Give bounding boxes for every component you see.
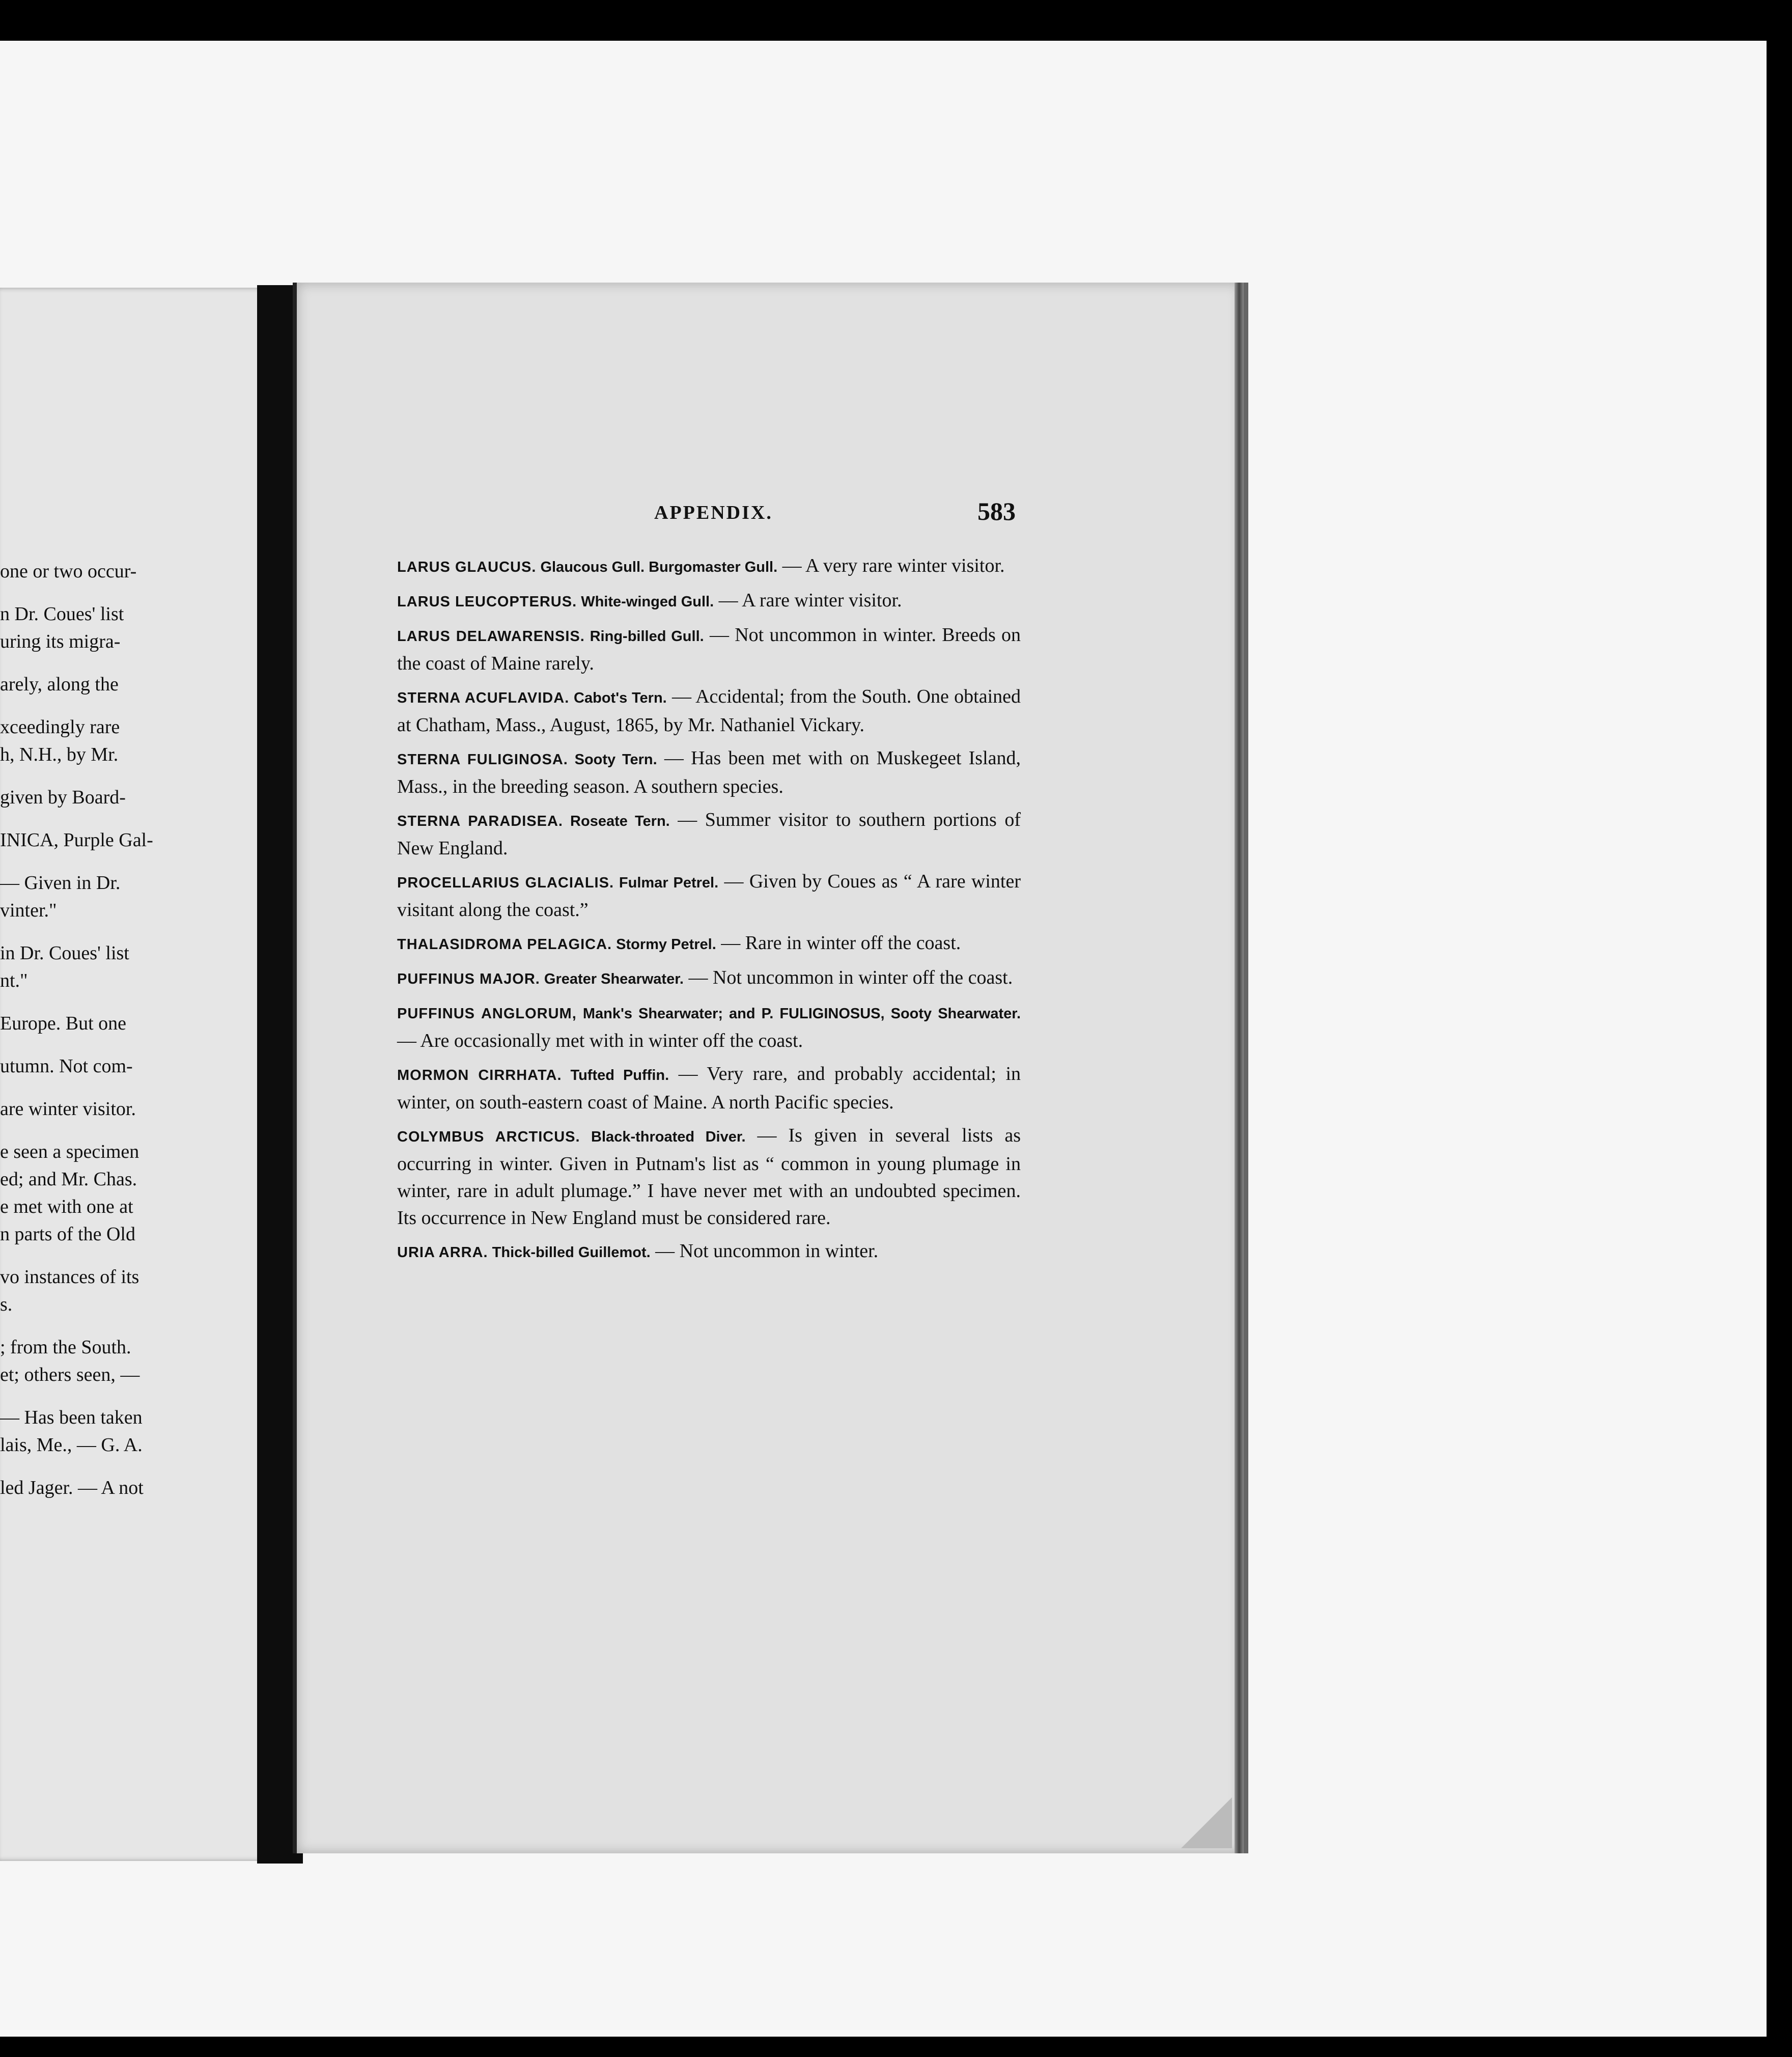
line-gap — [0, 854, 168, 869]
line-gap — [0, 698, 168, 713]
entry-text: — Are occasionally met with in winter off the coast. — [397, 1030, 803, 1051]
line-gap — [0, 1248, 168, 1263]
common-name: Black-throated Diver. — [580, 1129, 746, 1145]
left-page-line: vo instances of its — [0, 1266, 139, 1288]
entry-text: — Rare in winter off the coast. — [716, 932, 961, 954]
left-page-line: arely, along the — [0, 674, 119, 695]
left-page-line: et; others seen, — — [0, 1364, 140, 1385]
common-name: Greater Shearwater. — [540, 971, 684, 987]
entry-text: — A rare winter visitor. — [714, 590, 902, 611]
left-page-line: Europe. But one — [0, 1013, 127, 1034]
common-name: Fulmar Petrel. — [614, 875, 719, 891]
left-page-line: in Dr. Coues' list — [0, 942, 129, 964]
common-name: Stormy Petrel. — [612, 936, 716, 953]
line-gap — [0, 924, 168, 939]
common-name: White-winged Gull. — [577, 594, 714, 610]
entry-text: — Not uncommon in winter off the coast. — [683, 967, 1013, 988]
left-page-line: INICA, Purple Gal- — [0, 829, 153, 851]
left-page-line: led Jager. — A not — [0, 1477, 144, 1498]
entry-text: — Summer visitor to southern portions of New England. — [397, 809, 1021, 859]
species-name: LARUS GLAUCUS. — [397, 559, 537, 575]
entry-text: — Given by Coues as “ A rare winter visitant along the coast.” — [397, 871, 1021, 921]
line-gap — [0, 1459, 168, 1474]
common-name: Sooty Tern. — [568, 752, 657, 768]
left-page-line: ed; and Mr. Chas. — [0, 1169, 137, 1190]
common-name: Roseate Tern. — [563, 813, 670, 829]
species-entry — [397, 807, 1021, 862]
left-page-line: e met with one at — [0, 1196, 133, 1217]
left-page-line: given by Board- — [0, 787, 126, 808]
species-entry — [397, 964, 1021, 993]
line-gap — [0, 994, 168, 1010]
species-name: LARUS DELAWARENSIS. — [397, 628, 585, 645]
line-gap — [0, 1123, 168, 1138]
left-page-line: s. — [0, 1294, 13, 1315]
species-name: PUFFINUS ANGLORUM, — [397, 1006, 577, 1022]
entry-text: — Not uncommon in winter. Breeds on the coast of Maine rarely. — [397, 624, 1021, 674]
species-entry — [397, 683, 1021, 739]
bottom-border — [0, 2037, 1792, 2057]
common-name: Ring-billed Gull. — [584, 628, 704, 645]
species-name: PUFFINUS MAJOR. — [397, 971, 540, 987]
line-gap — [0, 1037, 168, 1052]
line-gap — [0, 585, 168, 600]
entry-text: — Not uncommon in winter. — [650, 1240, 879, 1262]
species-entry — [397, 1061, 1021, 1116]
species-name: STERNA ACUFLAVIDA. — [397, 690, 570, 706]
species-name: COLYMBUS ARCTICUS. — [397, 1129, 580, 1145]
common-name: Mank's Shearwater; and P. FULIGINOSUS, Sooty Shearwater. — [576, 1006, 1021, 1022]
left-page — [0, 288, 275, 1861]
species-entry — [397, 745, 1021, 800]
species-entry — [397, 999, 1021, 1054]
species-entry — [397, 1238, 1021, 1266]
common-name: Thick-billed Guillemot. — [488, 1244, 651, 1261]
common-name: Glaucous Gull. Burgomaster Gull. — [536, 559, 778, 575]
species-name: THALASIDROMA PELAGICA. — [397, 936, 612, 953]
species-entry — [397, 868, 1021, 924]
left-page-line: lais, Me., — G. A. — [0, 1434, 143, 1456]
left-page-line: uring its migra- — [0, 631, 121, 652]
left-page-line: one or two occur- — [0, 561, 137, 582]
species-entry — [397, 622, 1021, 677]
left-page-line: vinter." — [0, 900, 57, 921]
line-gap — [0, 811, 168, 826]
folded-corner — [1181, 1797, 1232, 1848]
species-name: STERNA PARADISEA. — [397, 813, 563, 829]
common-name: Tufted Puffin. — [562, 1067, 669, 1083]
left-page-text — [0, 558, 168, 1502]
left-page-line: utumn. Not com- — [0, 1055, 133, 1077]
line-gap — [0, 1080, 168, 1095]
entry-text: — Is given in several lists as occurring in winter. Given in Putnam's list as “ common in young plumage in winter, rare in adult plumage.” I have never met with an undoubted specimen. Its occurrence in New England must be considered rare. — [397, 1125, 1021, 1229]
species-list — [397, 552, 1021, 1272]
species-entry — [397, 587, 1021, 616]
species-name: URIA ARRA. — [397, 1244, 488, 1261]
left-page-line: nt." — [0, 970, 28, 991]
left-page-line: xceedingly rare — [0, 716, 120, 738]
line-gap — [0, 768, 168, 784]
page-number: 583 — [977, 497, 1016, 525]
entry-text: — A very rare winter visitor. — [777, 555, 1005, 576]
common-name: Cabot's Tern. — [569, 690, 667, 706]
left-page-line: e seen a specimen — [0, 1141, 139, 1162]
species-entry — [397, 1122, 1021, 1232]
species-name: PROCELLARIUS GLACIALIS. — [397, 875, 614, 891]
entry-text: — Very rare, and probably accidental; in winter, on south-eastern coast of Maine. A north Pacific species. — [397, 1063, 1021, 1113]
left-page-line: — Given in Dr. — [0, 872, 121, 894]
entry-text: — Accidental; from the South. One obtained at Chatham, Mass., August, 1865, by Mr. Nathaniel Vickary. — [397, 686, 1021, 736]
left-page-line: — Has been taken — [0, 1407, 143, 1428]
left-page-line: ; from the South. — [0, 1337, 131, 1358]
left-page-line: n Dr. Coues' list — [0, 603, 124, 625]
species-name: LARUS LEUCOPTERUS. — [397, 594, 577, 610]
species-name: MORMON CIRRHATA. — [397, 1067, 562, 1083]
line-gap — [0, 655, 168, 671]
page-edge — [1235, 283, 1244, 1853]
species-entry — [397, 930, 1021, 958]
line-gap — [0, 1318, 168, 1333]
running-header: APPENDIX. — [654, 502, 773, 523]
entry-text: — Has been met with on Muskegeet Island, Mass., in the breeding season. A southern species. — [397, 747, 1021, 797]
line-gap — [0, 1388, 168, 1404]
left-page-line: n parts of the Old — [0, 1224, 135, 1245]
species-name: STERNA FULIGINOSA. — [397, 752, 568, 768]
left-page-line: are winter visitor. — [0, 1098, 136, 1120]
left-page-line: h, N.H., by Mr. — [0, 744, 119, 765]
species-entry — [397, 552, 1021, 581]
